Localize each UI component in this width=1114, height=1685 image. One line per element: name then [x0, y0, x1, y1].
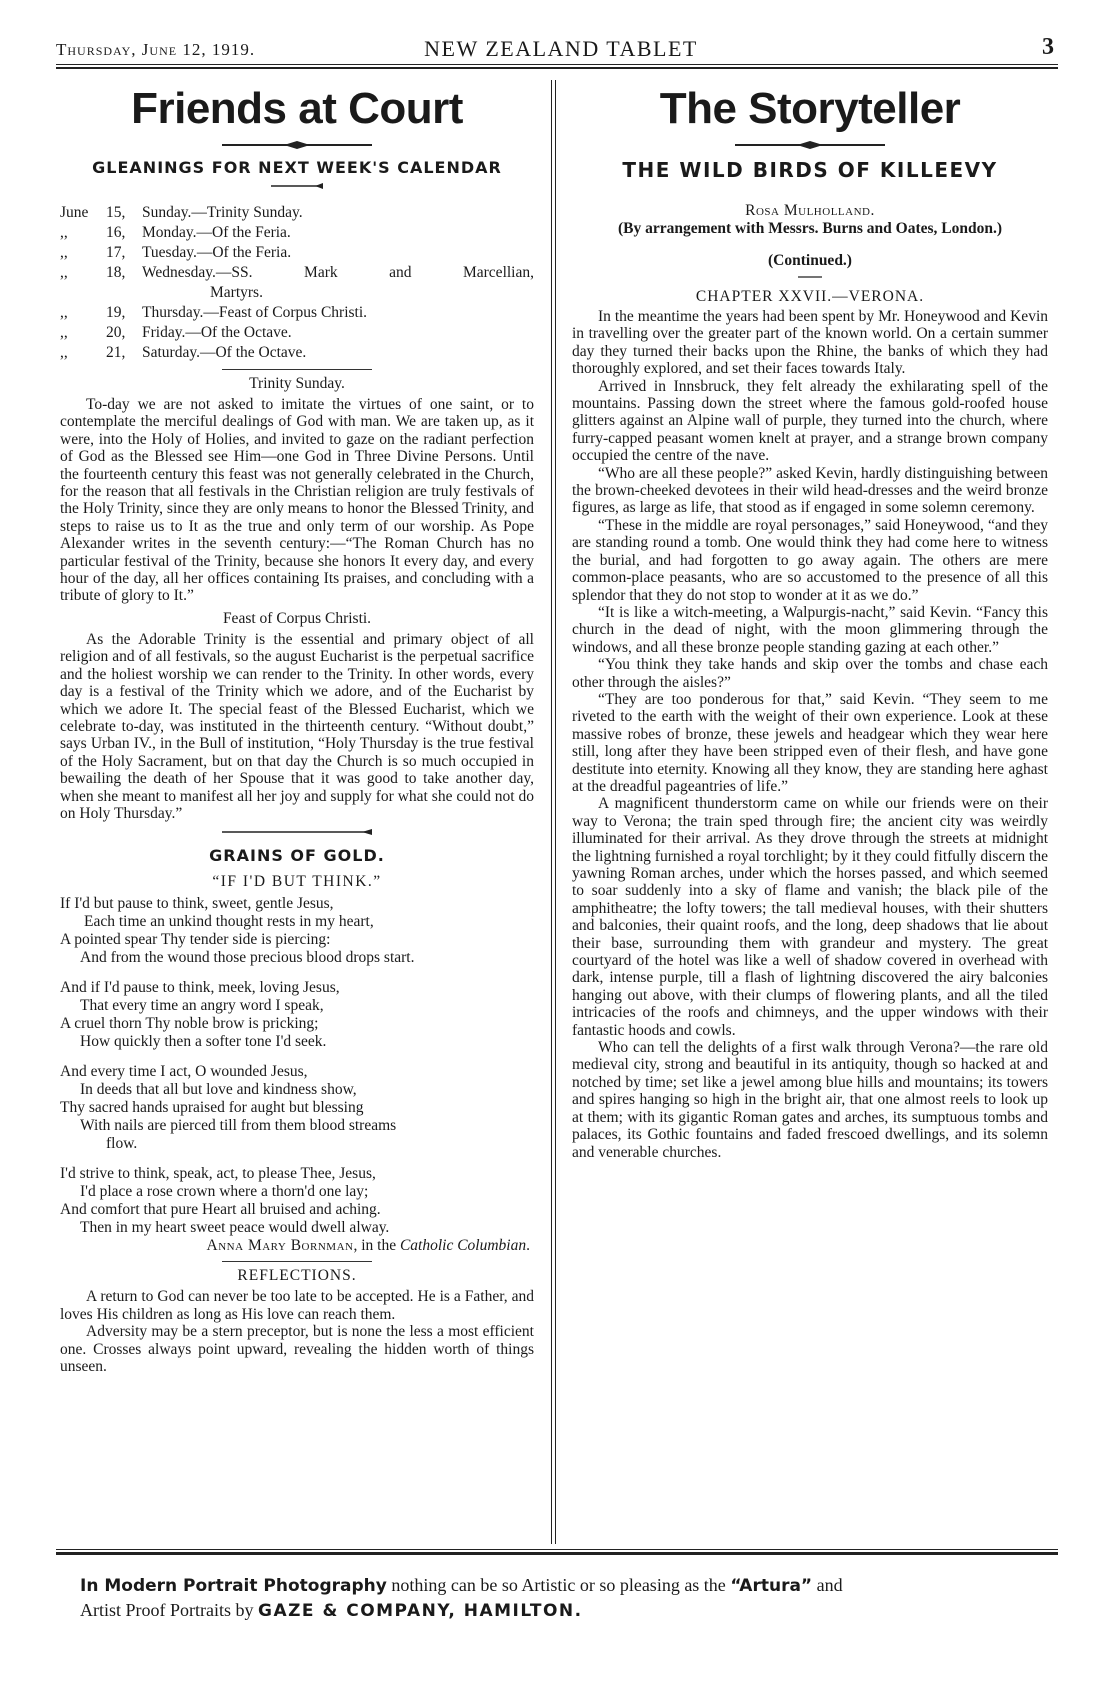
calendar-row-continuation: Martyrs. [210, 284, 263, 301]
poem-stanza: And every time I act, O wounded Jesus, In deeds that all but love and kindness show, Thy sacred hands upraised for aught but blessing With nails are pierced till from them blood streams flow. [60, 1063, 397, 1153]
footer-rule-bottom [56, 1552, 1058, 1555]
poem-stanza: I'd strive to think, speak, act, to please Thee, Jesus, I'd place a rose crown where a thorn'd one lay; And comfort that pure Heart all bruised and aching. Then in my heart sweet peace would dwell alway. [60, 1165, 390, 1237]
corpus-christi-heading: Feast of Corpus Christi. [222, 609, 372, 627]
section-title-storyteller: The Storyteller [659, 84, 961, 133]
newspaper-title: NEW ZEALAND TABLET [424, 36, 698, 61]
end-rule-icon [222, 828, 372, 836]
ornament-rule-icon [735, 140, 885, 150]
divider-rule [222, 369, 372, 370]
poem-stanza: And if I'd pause to think, meek, loving Jesus, That every time an angry word I speak, A cruel thorn Thy noble brow is pricking; How quickly then a softer tone I'd seek. [60, 979, 340, 1051]
storyteller-column [572, 82, 1048, 1161]
poem-stanza: If I'd but pause to think, sweet, gentle Jesus, Each time an unkind thought rests in my heart, A pointed spear Thy tender side is piercing: And from the wound those precious blood drops start. [60, 895, 415, 967]
trinity-sunday-heading: Trinity Sunday. [249, 375, 345, 392]
masthead [56, 36, 1058, 62]
issue-date: Thursday, June 12, 1919. [56, 40, 256, 59]
arrangement-note: (By arrangement with Messrs. Burns and Oates, London.) [617, 220, 1003, 237]
story-title: THE WILD BIRDS OF KILLEEVY [622, 158, 998, 182]
calendar-row: ,, 18, Wednesday.—SS. Mark and Marcellian, [60, 264, 534, 281]
calendar-row: June 15, Sunday.—Trinity Sunday. [60, 204, 303, 221]
story-paragraph: “These in the middle are royal personages,” said Honeywood, “and they are standing round a tomb. One would think they had come here to witness the burial, and had forgotten to go away again. The others are mere common-place peasants, who are so accustomed to the presence of all this splendor that they do not stop to wonder at it as we do.” [572, 516, 1048, 604]
story-paragraph: In the meantime the years had been spent by Mr. Honeywood and Kevin in travelling over the greater part of the known world. On a certain summer day they turned their backs upon the Rhine, the banks of which they had thoroughly explored, and set their faces towards Italy. [572, 308, 1048, 378]
calendar-list [60, 203, 534, 363]
column-divider-a [551, 80, 552, 1544]
story-paragraph: “You think they take hands and skip over the tombs and chase each other through the aisles?” [572, 656, 1048, 691]
ad-artura: “Artura” [730, 1576, 813, 1596]
chapter-heading: CHAPTER XXVII.—VERONA. [695, 288, 925, 305]
column-divider-b [555, 80, 556, 1544]
poem-title: “IF I'D BUT THINK.” [212, 873, 382, 891]
corpus-christi-text: As the Adorable Trinity is the essential and primary object of all religion and of all festivals, so the august Eucharist is the perpetual sacrifice and the holiest worship we can render to the Trinity. In other words, every day is a festival of the Trinity which we adore, and of the Eucharist by which we adore It. The special feast of the Blessed Eucharist, which we celebrate to-day, was instituted in the thirteenth century. “Without doubt,” says Urban IV., in the Bull of institution, “Holy Thursday is the true festival of the Holy Sacrament, but on that day the Church is so much occupied in bewailing the death of her Spouse that it was good to take another day, when she meant to manifest all her joy and supply for what she could not do on Holy Thursday.” [60, 630, 534, 822]
poem-attribution: Anna Mary Bornman, in the Catholic Columbian. [206, 1237, 530, 1255]
ad-line-2: Artist Proof Portraits by GAZE & COMPANY, HAMILTON. [80, 1600, 583, 1621]
masthead-rule-top [56, 64, 1058, 65]
page-number: 3 [1042, 34, 1054, 60]
reflections-heading: REFLECTIONS. [237, 1267, 357, 1285]
small-ornament-icon [271, 181, 323, 189]
friends-at-court-column [60, 82, 534, 1375]
calendar-row: ,, 19, Thursday.—Feast of Corpus Christi. [60, 304, 368, 321]
divider-rule [222, 1261, 372, 1262]
masthead-rule-bottom [56, 67, 1058, 69]
tiny-rule-icon [798, 274, 822, 280]
story-paragraph: Arrived in Innsbruck, they felt already the exhilarating spell of the mountains. Passing down the street where the famous gold-roofed house glitters against an Alpine wall of purple, they turned into the church, where furry-capped peasant women knelt at prayer, and a strange brown company occupied the centre of the nave. [572, 377, 1048, 465]
story-paragraph: A magnificent thunderstorm came on while our friends were on their way to Verona; the train sped through fire; the ancient city was weirdly illuminated for their arrival. As they drove through the streets at midnight the lightning furnished a royal torchlight; by it they could fitfully discern the yawning Roman arches, under which the horses passed, and which seemed to soar suddenly into a sky of flame and vanish; the black pile of the amphitheatre; the lofty towers; the tall medieval houses, with their shutters and balconies, their quaint roofs, and the long, deep shadows that lie about their base, surrounding them with grandeur and mystery. The great courtyard of the hotel was like a well of shadow covered in overhead with dark, intense purple, till a flash of lightning discovered the airy balconies hanging out above, with their clumps of flowering plants, and all the tiled intricacies of the roofs and chimneys, and the upper windows with their fantastic hoods and cowls. [572, 795, 1048, 1039]
ad-line-1: In Modern Portrait Photography nothing can be so Artistic or so pleasing as the “Artura” and [80, 1575, 843, 1596]
reflection-paragraph: A return to God can never be too late to be accepted. He is a Father, and loves His children as long as His love can reach them. [60, 1288, 534, 1323]
story-paragraph: “It is like a witch-meeting, a Walpurgis-nacht,” said Kevin. “Fancy this church in the dead of night, with the moon glimmering through the windows, and all these bronze people standing gazing at each other.” [572, 603, 1048, 656]
ad-headline: In Modern Portrait Photography [80, 1576, 387, 1596]
ornament-rule-icon [222, 140, 372, 150]
continued-note: (Continued.) [768, 252, 852, 269]
calendar-heading: GLEANINGS FOR NEXT WEEK'S CALENDAR [92, 158, 502, 177]
story-paragraph: “Who are all these people?” asked Kevin, hardly distinguishing between the brown-cheeked devotees in their wild head-dresses and the weird bronze figures, as large as life, that stood as if engaged in some solemn ceremony. [572, 464, 1048, 517]
story-paragraph: “They are too ponderous for that,” said Kevin. “They seem to me riveted to the earth with the weight of their own experience. Look at these massive robes of bronze, these jewels and headgear which they wear here still, long after they have been stripped even of their flesh, and have gone destitute into eternity. Knowing all they know, they are standing here aghast at the dreadful pageantries of life.” [572, 690, 1048, 795]
calendar-row: ,, 21, Saturday.—Of the Octave. [60, 344, 307, 361]
poem [60, 895, 534, 1255]
trinity-sunday-text: To-day we are not asked to imitate the virtues of one saint, or to contemplate the merciful dealings of God with man. We are taken up, as it were, into the Holy of Holies, and invited to gaze on the radiant perfection of God as the Blessed see Him—one God in Three Divine Persons. Until the fourteenth century this feast was not generally celebrated in the Church, for the reason that all festivals in the Christian religion are truly festivals of the Holy Trinity, since they are only means to honor the Blessed Trinity, and steps to raise us to It as the true and only term of our worship. As Pope Alexander writes in the seventh century:—“The Roman Church has no particular festival of the Trinity, because she honors It every day, and every hour of the day, all her offices containing Its praises, and concluding with a tribute of glory to It.” [60, 396, 534, 605]
calendar-row: ,, 20, Friday.—Of the Octave. [60, 324, 292, 341]
calendar-row: ,, 17, Tuesday.—Of the Feria. [60, 244, 292, 261]
story-paragraph: Who can tell the delights of a first walk through Verona?—the rare old medieval city, strong and beautiful in its antiquity, though so hacked at and notched by time; set like a jewel among blue hills and mountains; its towers and spires hanging so high in the bright air, that one almost reels to look up at them; with its gigantic Roman gates and arches, its sumptuous tombs and palaces, its Gothic fountains and faded frescoed dwellings, and its solemn and venerable churches. [572, 1039, 1048, 1161]
grains-of-gold-heading: GRAINS OF GOLD. [209, 846, 385, 866]
reflection-paragraph: Adversity may be a stern preceptor, but is none the less a most efficient one. Crosses always point upward, revealing the hidden worth of things unseen. [60, 1323, 534, 1375]
section-title-friends-at-court: Friends at Court [131, 84, 463, 133]
ad-company: GAZE & COMPANY, HAMILTON. [258, 1601, 583, 1621]
poem-source: Catholic Columbian [399, 1237, 527, 1255]
footer-rule-top [56, 1549, 1058, 1550]
poem-author: Anna Mary Bornman [206, 1237, 354, 1255]
advertisement [80, 1573, 1040, 1623]
calendar-row: ,, 16, Monday.—Of the Feria. [60, 224, 291, 241]
story-author: Rosa Mulholland. [745, 202, 875, 219]
